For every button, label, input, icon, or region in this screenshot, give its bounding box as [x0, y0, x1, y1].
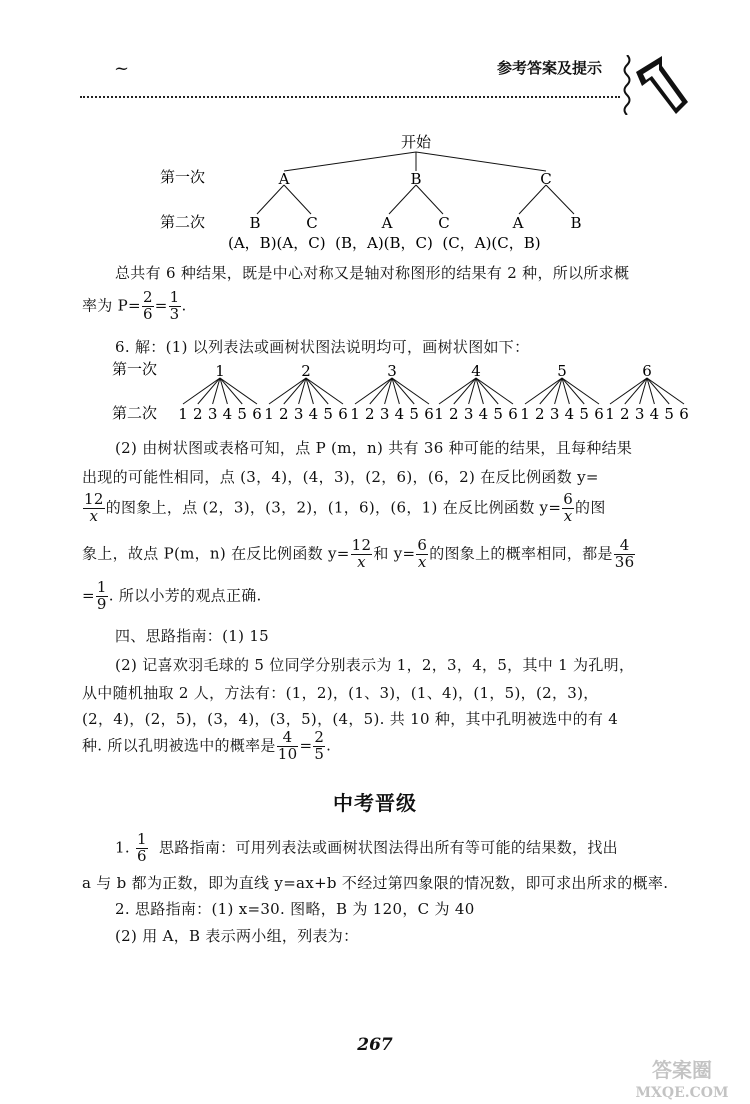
paragraph-line: 2. 思路指南：(1) x=30. 图略，B 为 120，C 为 40: [115, 900, 475, 918]
tree2-root-node: 2: [301, 362, 311, 380]
tree1-row1-label: 第一次: [160, 168, 206, 186]
fraction: $\frac{1}{6}$: [137, 830, 147, 865]
svg-text:答案圈: 答案圈: [652, 1058, 712, 1082]
paragraph-line-with-fractions: 种. 所以孔明被选中的概率是 $\frac{4}{10}$ = $\frac{2}{5}$ .: [82, 728, 332, 763]
tree2-leaf: 2: [535, 405, 545, 423]
tree2-leaf: 3: [634, 405, 645, 423]
tree2-leaf: 2: [620, 405, 630, 423]
paragraph-line-with-fractions: = $\frac{1}{9}$ . 所以小芳的观点正确.: [82, 578, 262, 613]
fraction: $\frac{6}{x}$: [563, 490, 574, 525]
paragraph-line-with-fractions: 率为 P= $\frac{2}{6}$ = $\frac{1}{3}$ .: [82, 288, 187, 323]
paragraph-line: 总共有 6 种结果，既是中心对称又是轴对称图形的结果有 2 种，所以所求概: [115, 264, 630, 282]
tree2-leaf: 5: [579, 405, 589, 423]
paragraph-line: (2，4)，(2，5)，(3，4)，(3，5)，(4，5). 共 10 种，其中孔明被选中的有 4: [82, 710, 619, 728]
tree1-leaf: A: [381, 214, 393, 232]
paragraph-line-with-fractions: 象上，故点 P(m，n) 在反比例函数 y= $\frac{12}{x}$ 和 y= $\frac{6}{x}$ 的图象上的概率相同，都是 $\frac{4}{36}$: [82, 536, 635, 571]
tree2-leaf: 4: [308, 405, 319, 423]
page-number: 267: [357, 1035, 393, 1055]
tree2-leaf: 4: [564, 405, 575, 423]
wavy-border-decoration: [622, 55, 632, 115]
tree2-root-node: 1: [215, 362, 225, 380]
fraction: $\frac{6}{x}$: [417, 536, 428, 571]
tree2-leaf: 4: [649, 405, 660, 423]
tree2-leaf: 1: [350, 405, 360, 423]
tree2-row2-label: 第二次: [112, 404, 158, 422]
watermark-logo: [618, 1055, 746, 1101]
tree2-leaf: 5: [493, 405, 503, 423]
section-title: 中考晋级: [333, 791, 417, 815]
paragraph-line: (2) 由树状图或表格可知，点 P (m，n) 共有 36 种可能的结果，且每种结果: [115, 439, 633, 457]
fraction: $\frac{12}{x}$: [351, 536, 372, 571]
fraction: $\frac{1}{3}$: [169, 288, 180, 323]
paragraph-line-with-fractions: 1. $\frac{1}{6}$ 思路指南：可用列表法或画树状图法得出所有等可能的结果数，找出: [115, 830, 618, 865]
paragraph-line: (2) 记喜欢羽毛球的 5 位同学分别表示为 1，2，3，4，5，其中 1 为孔明，: [115, 656, 635, 674]
paragraph-line: 四、思路指南：(1) 15: [115, 627, 270, 645]
tree2-leaf: 3: [549, 405, 560, 423]
tree2-root-node: 3: [387, 362, 397, 380]
tree1-leaf: C: [306, 214, 318, 232]
tree2-leaf: 2: [193, 405, 203, 423]
fraction: $\frac{2}{5}$: [314, 728, 325, 763]
tree2-leaf: 4: [222, 405, 233, 423]
corner-mark: ~: [114, 58, 130, 79]
tree2-leaf: 6: [424, 405, 434, 423]
tree2-leaf: 2: [449, 405, 459, 423]
fraction: $\frac{4}{36}$: [614, 536, 635, 571]
tree2-leaf: 6: [338, 405, 348, 423]
tree1-node-a: A: [278, 170, 290, 188]
tree-diagram-2: [110, 358, 700, 428]
tree2-root-node: 5: [557, 362, 567, 380]
tree2-leaf: 2: [279, 405, 289, 423]
fraction: $\frac{1}{9}$: [96, 578, 107, 613]
fraction: $\frac{4}{10}$: [277, 728, 298, 763]
tree1-leaf: A: [512, 214, 524, 232]
paragraph-line: (2) 用 A，B 表示两小组，列表为：: [115, 927, 359, 945]
paragraph-line-with-fractions: $\frac{12}{x}$ 的图象上，点 (2，3)，(3，2)，(1，6)，(6，1) 在反比例函数 y= $\frac{6}{x}$ 的图: [84, 490, 606, 525]
tree2-root-node: 6: [642, 362, 652, 380]
running-header: 参考答案及提示: [497, 59, 603, 77]
tree2-leaf: 6: [508, 405, 518, 423]
paragraph-line: 出现的可能性相同，点 (3，4)，(4，3)，(2，6)，(6，2) 在反比例函数 y=: [82, 468, 599, 486]
tree2-leaf: 5: [323, 405, 333, 423]
tree2-leaf: 1: [264, 405, 274, 423]
tree1-leaf: B: [249, 214, 261, 232]
tree1-row2-label: 第二次: [160, 213, 206, 231]
tree2-leaf: 1: [434, 405, 444, 423]
tree2-leaf: 6: [679, 405, 689, 423]
fraction: $\frac{2}{6}$: [142, 288, 153, 323]
tree1-node-b: B: [410, 170, 422, 188]
header-dotted-rule: [80, 96, 620, 98]
tree2-leaf: 5: [664, 405, 674, 423]
tree1-leaf: B: [570, 214, 582, 232]
tree1-outcomes: (A，B)(A，C) (B，A)(B，C) (C，A)(C，B): [228, 234, 541, 252]
tree1-root: 开始: [400, 133, 432, 151]
tree2-leaf: 4: [478, 405, 489, 423]
tree-diagram-1: [150, 130, 620, 255]
tree2-leaf: 2: [365, 405, 375, 423]
tree2-leaf: 1: [520, 405, 530, 423]
tree2-leaf: 1: [605, 405, 615, 423]
tree2-leaf: 3: [463, 405, 474, 423]
paragraph-line: 从中随机抽取 2 人，方法有：(1，2)，(1、3)，(1、4)，(1，5)，(2，3)，: [82, 684, 599, 702]
tree2-leaf: 3: [293, 405, 304, 423]
tree2-root-node: 4: [471, 362, 481, 380]
fraction: $\frac{12}{x}$: [84, 490, 104, 525]
tree2-leaf: 6: [252, 405, 262, 423]
tree2-leaf: 6: [594, 405, 604, 423]
arrow-logo-icon: [632, 52, 692, 122]
tree2-leaf: 5: [237, 405, 247, 423]
paragraph-line: a 与 b 都为正数，即为直线 y=ax+b 不经过第四象限的情况数，即可求出所求的概率.: [82, 874, 669, 892]
tree2-leaf: 5: [409, 405, 419, 423]
tree2-leaf: 1: [178, 405, 188, 423]
tree2-row1-label: 第一次: [112, 360, 158, 378]
question-6-intro: 6. 解：(1) 以列表法或画树状图法说明均可，画树状图如下：: [115, 338, 530, 356]
tree2-leaf: 3: [379, 405, 390, 423]
tree1-node-c: C: [540, 170, 552, 188]
tree2-leaf: 4: [394, 405, 405, 423]
tree1-leaf: C: [438, 214, 450, 232]
svg-text:MXQE.COM: MXQE.COM: [635, 1085, 729, 1101]
tree2-leaf: 3: [207, 405, 218, 423]
